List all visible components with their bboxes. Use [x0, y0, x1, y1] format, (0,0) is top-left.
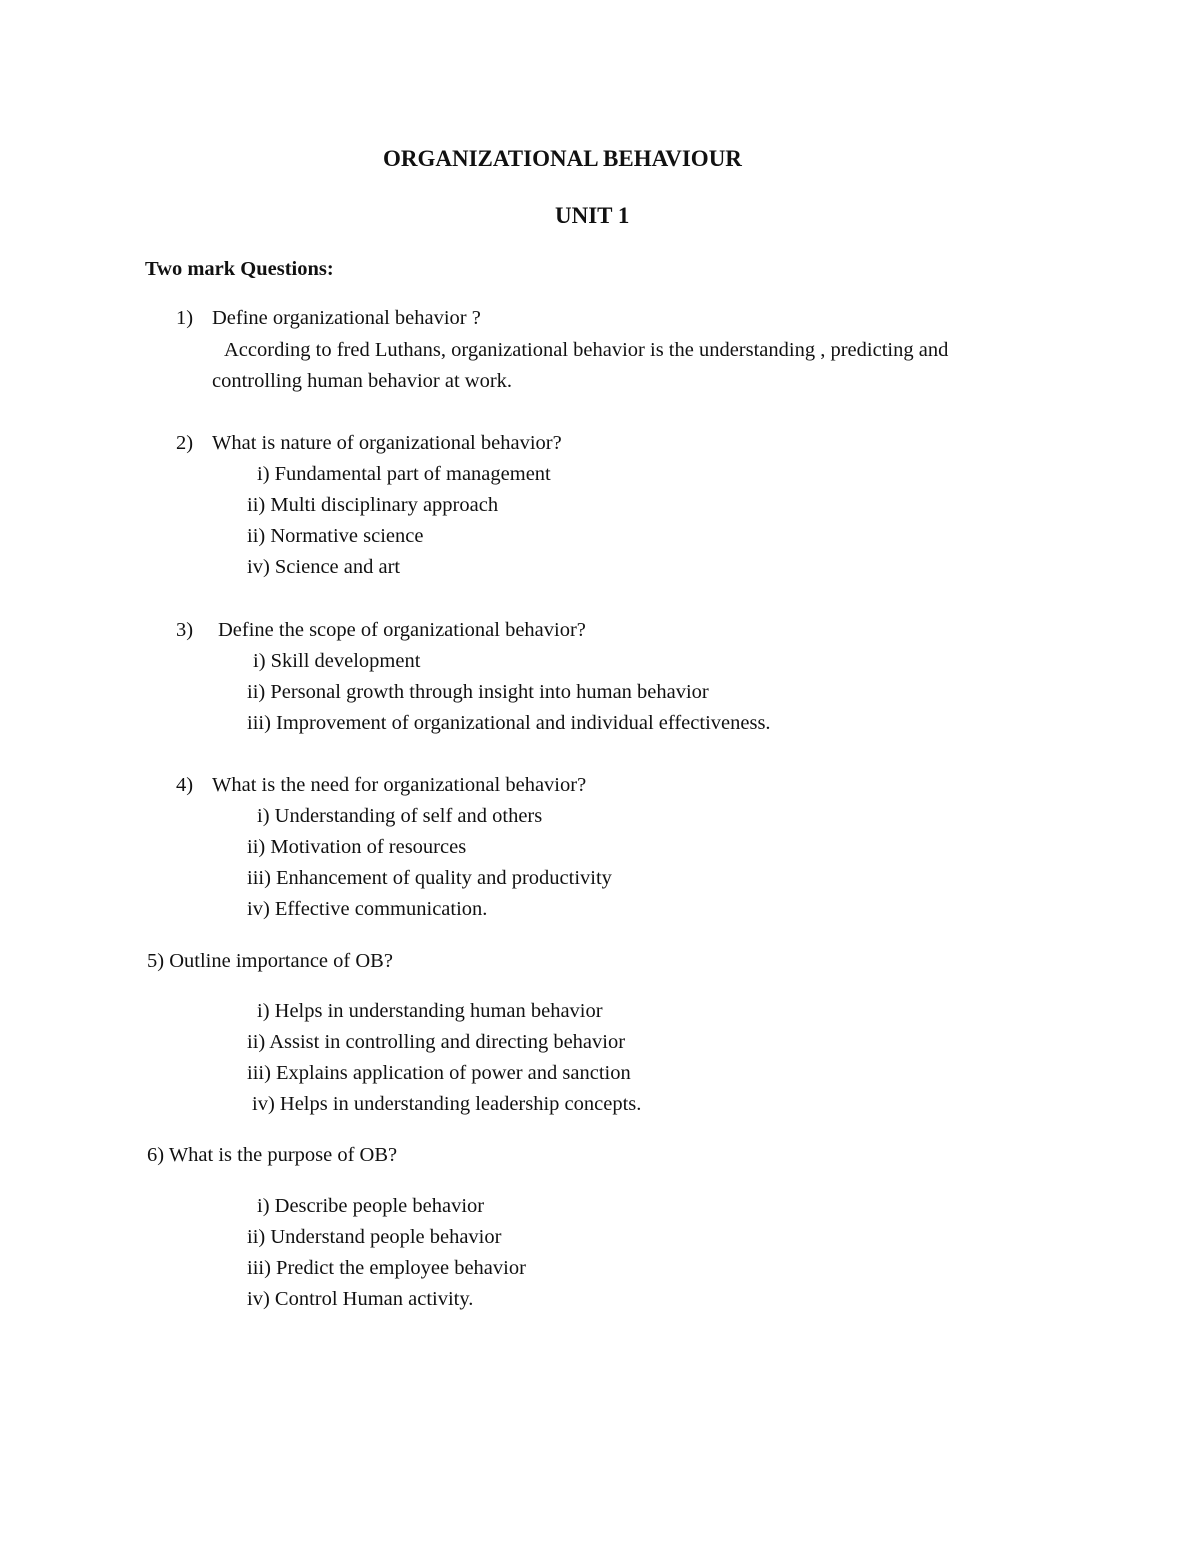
- list-item: iii) Enhancement of quality and productivity: [247, 867, 612, 889]
- question-text: 5) Outline importance of OB?: [147, 950, 393, 972]
- answer-line: controlling human behavior at work.: [212, 370, 513, 392]
- question-number: 4): [176, 774, 194, 796]
- list-item: iv) Helps in understanding leadership concepts.: [252, 1093, 642, 1115]
- list-item: iii) Explains application of power and sanction: [247, 1062, 631, 1084]
- list-item: i) Understanding of self and others: [257, 805, 543, 827]
- list-item: iv) Science and art: [247, 556, 401, 578]
- list-item: ii) Understand people behavior: [247, 1226, 502, 1248]
- question-text: What is the need for organizational behavior?: [212, 774, 587, 796]
- question-number: 2): [176, 432, 194, 454]
- unit-heading: UNIT 1: [555, 203, 630, 228]
- document-title: ORGANIZATIONAL BEHAVIOUR: [383, 146, 742, 171]
- list-item: iii) Predict the employee behavior: [247, 1257, 526, 1279]
- list-item: ii) Assist in controlling and directing behavior: [247, 1031, 626, 1053]
- list-item: ii) Normative science: [247, 525, 424, 547]
- question-text: Define the scope of organizational behavior?: [218, 619, 586, 641]
- question-number: 1): [176, 307, 194, 329]
- section-heading: Two mark Questions:: [145, 258, 334, 280]
- list-item: iv) Control Human activity.: [247, 1288, 474, 1310]
- question-text: 6) What is the purpose of OB?: [147, 1144, 398, 1166]
- list-item: i) Fundamental part of management: [257, 463, 551, 485]
- list-item: ii) Motivation of resources: [247, 836, 467, 858]
- list-item: i) Skill development: [253, 650, 421, 672]
- list-item: iii) Improvement of organizational and individual effectiveness.: [247, 712, 771, 734]
- list-item: i) Helps in understanding human behavior: [257, 1000, 603, 1022]
- answer-line: According to fred Luthans, organizational behavior is the understanding , predicting and: [224, 339, 949, 361]
- list-item: ii) Multi disciplinary approach: [247, 494, 499, 516]
- list-item: i) Describe people behavior: [257, 1195, 485, 1217]
- list-item: ii) Personal growth through insight into human behavior: [247, 681, 709, 703]
- question-number: 3): [176, 619, 194, 641]
- question-text: What is nature of organizational behavior?: [212, 432, 562, 454]
- question-text: Define organizational behavior ?: [212, 307, 481, 329]
- list-item: iv) Effective communication.: [247, 898, 488, 920]
